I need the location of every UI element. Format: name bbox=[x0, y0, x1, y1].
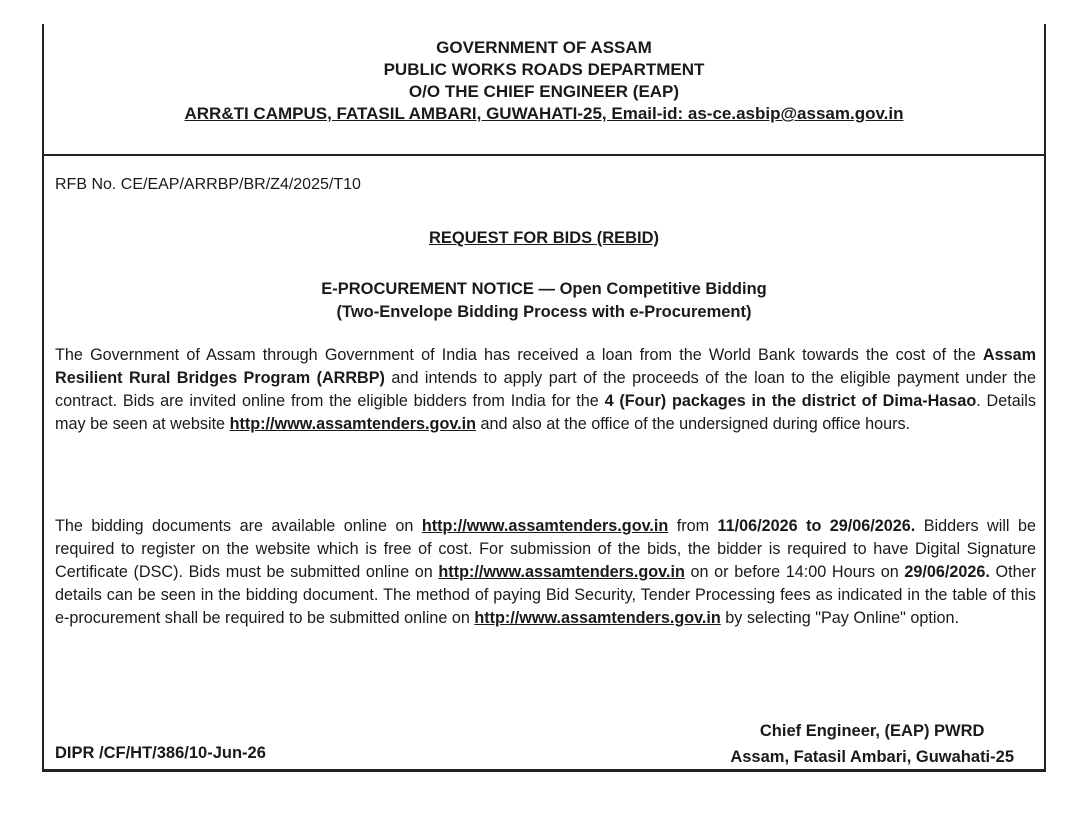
header-government: GOVERNMENT OF ASSAM bbox=[436, 38, 652, 57]
website-link[interactable]: http://www.assamtenders.gov.in bbox=[421, 517, 669, 535]
para2-text3: Bidders will be required to register on the website which is free of cost. For submission of the bids, the bidder is required to have Digital Signature Certificate (DSC). Bids must be submitted online on bbox=[55, 517, 1036, 581]
packages-info: 4 (Four) packages in the district of Dima-Hasao bbox=[604, 392, 977, 410]
notice-header bbox=[44, 24, 1044, 125]
paragraph-bidding bbox=[55, 515, 1036, 630]
notice-title: REQUEST FOR BIDS (REBID) bbox=[428, 229, 660, 247]
header-address: ARR&TI CAMPUS, FATASIL AMBARI, GUWAHATI-25, Email-id: as-ce.asbip@assam.gov.in bbox=[184, 104, 904, 123]
rfb-number: RFB No. CE/EAP/ARRBP/BR/Z4/2025/T10 bbox=[55, 176, 361, 193]
signatory-address: Assam, Fatasil Ambari, Guwahati-25 bbox=[730, 748, 1014, 766]
header-office: O/O THE CHIEF ENGINEER (EAP) bbox=[408, 82, 680, 101]
paragraph-loan bbox=[55, 344, 1036, 436]
bid-deadline-date: 29/06/2026. bbox=[904, 563, 990, 581]
para1-text2: and intends to apply part of the proceeds of the loan to the eligible payment under the contract. Bids are invited online from the eligible bidders from India for the bbox=[55, 369, 1036, 410]
signatory-block bbox=[730, 718, 1014, 770]
para2-text6: by selecting "Pay Online" option. bbox=[720, 609, 960, 627]
subtitle-line2: (Two-Envelope Bidding Process with e-Procurement) bbox=[336, 303, 752, 321]
para2-text2: from bbox=[668, 517, 718, 535]
subtitle-line1: E-PROCUREMENT NOTICE — Open Competitive Bidding bbox=[321, 280, 767, 298]
para2-text4: on or before 14:00 Hours on bbox=[684, 563, 905, 581]
website-link[interactable]: http://www.assamtenders.gov.in bbox=[438, 563, 685, 581]
para2-text1: The bidding documents are available online on bbox=[55, 517, 422, 535]
notice-subtitle bbox=[44, 278, 1044, 324]
dipr-reference: DIPR /CF/HT/386/10-Jun-26 bbox=[55, 744, 266, 762]
para1-text4: and also at the office of the undersigned during office hours. bbox=[476, 415, 911, 433]
program-name: Assam Resilient Rural Bridges Program (ARRBP) bbox=[55, 346, 1036, 387]
para1-text3: . Details may be seen at website bbox=[55, 392, 1036, 433]
para2-text5: Other details can be seen in the bidding document. The method of paying Bid Security, Tender Processing fees as indicated in the table of this e-procurement shall be required to be submitted online on bbox=[55, 563, 1037, 627]
website-link[interactable]: http://www.assamtenders.gov.in bbox=[474, 609, 721, 627]
website-link[interactable]: http://www.assamtenders.gov.in bbox=[229, 415, 477, 433]
para1-text1: The Government of Assam through Government of India has received a loan from the World Bank towards the cost of the bbox=[55, 346, 983, 364]
header-department: PUBLIC WORKS ROADS DEPARTMENT bbox=[383, 60, 705, 79]
signatory-title: Chief Engineer, (EAP) PWRD bbox=[759, 722, 985, 740]
bid-date-range: 11/06/2026 to 29/06/2026. bbox=[717, 517, 916, 535]
notice-frame bbox=[42, 24, 1046, 772]
header-divider bbox=[44, 154, 1044, 156]
